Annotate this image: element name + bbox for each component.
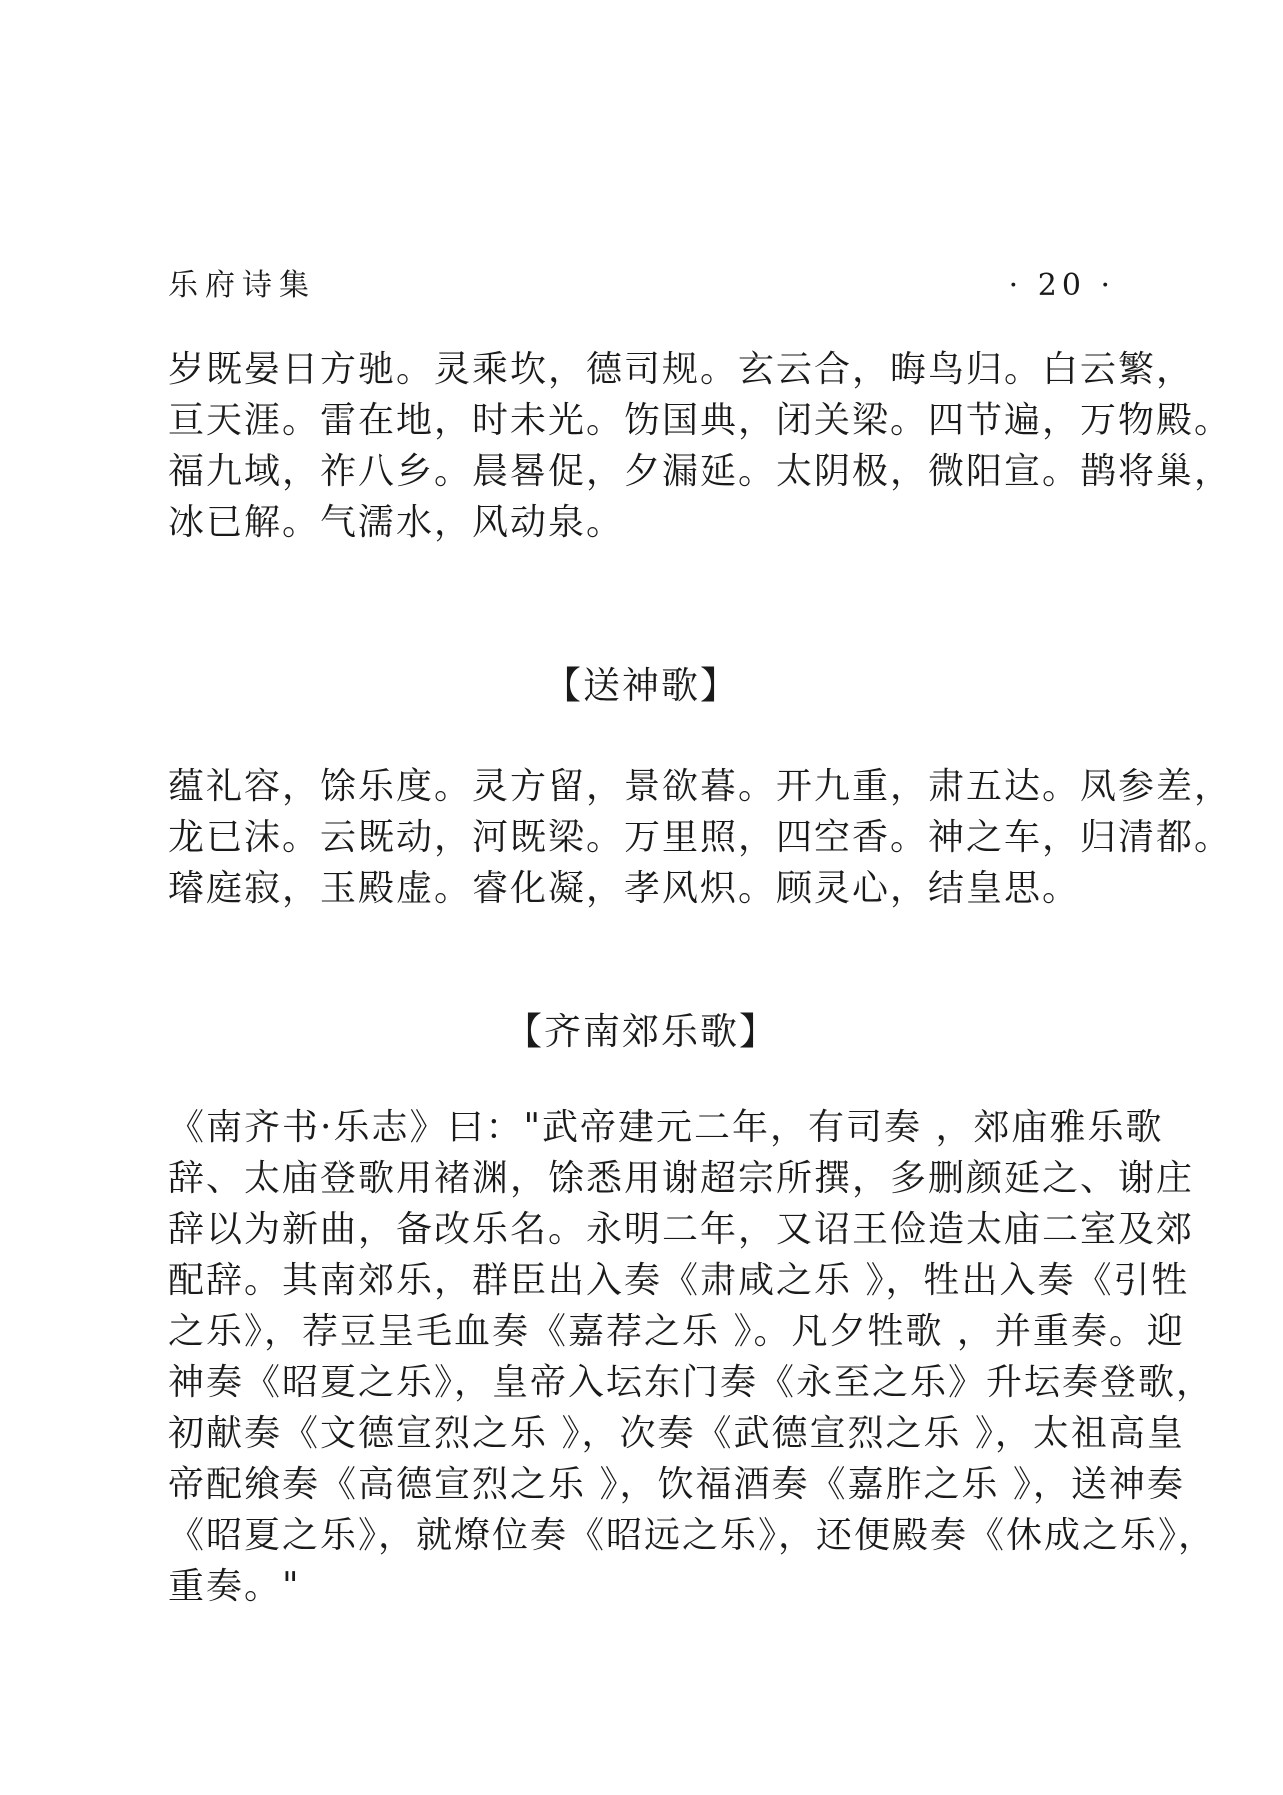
- section-heading-song-shen-ge: 【送神歌】: [544, 664, 739, 707]
- prose-paragraph: [168, 1102, 1217, 1612]
- text-line: 辞、太庙登歌用褚渊，馀悉用谢超宗所撰，多删颜延之、谢庄: [168, 1158, 1195, 1199]
- text-line: 冰已解。气濡水，风动泉。: [168, 502, 625, 543]
- text-line: 岁既晏日方驰。灵乘坎，德司规。玄云合，晦鸟归。白云繁，: [168, 349, 1195, 390]
- text-line: 初献奏《文德宣烈之乐 》，次奏《武德宣烈之乐 》，太祖高皇: [168, 1413, 1185, 1454]
- text-line: 辞以为新曲，备改乐名。永明二年，又诏王俭造太庙二室及郊: [168, 1209, 1195, 1250]
- book-title: 乐府诗集: [168, 268, 316, 303]
- text-line: 福九域，祚八乡。晨晷促，夕漏延。太阴极，微阳宣。鹊将巢，: [168, 451, 1233, 492]
- text-line: 帝配飨奏《高德宣烈之乐 》，饮福酒奏《嘉胙之乐 》，送神奏: [168, 1464, 1185, 1505]
- text-line: 《南齐书·乐志》曰："武帝建元二年，有司奏 ，郊庙雅乐歌: [168, 1107, 1164, 1148]
- page-number: · 20 ·: [1008, 268, 1115, 303]
- text-line: 龙已沫。云既动，河既梁。万里照，四空香。神之车，归清都。: [168, 817, 1233, 858]
- text-line: 璿庭寂，玉殿虚。睿化凝，孝风炽。顾灵心，结皇思。: [168, 868, 1081, 909]
- section-heading-qi-nan-jiao-yue-ge: 【齐南郊乐歌】: [505, 1010, 778, 1053]
- verse-paragraph-1: [168, 344, 1233, 548]
- text-line: 《昭夏之乐》，就燎位奏《昭远之乐》，还便殿奏《休成之乐》，: [168, 1515, 1217, 1556]
- verse-paragraph-2: [168, 761, 1233, 914]
- text-line: 之乐》，荐豆呈毛血奏《嘉荐之乐 》。凡夕牲歌 ，并重奏。迎: [168, 1311, 1185, 1352]
- page-header: [168, 265, 1115, 307]
- text-line: 配辞。其南郊乐，群臣出入奏《肃咸之乐 》，牲出入奏《引牲: [168, 1260, 1190, 1301]
- text-line: 重奏。": [168, 1566, 301, 1607]
- text-line: 亘天涯。雷在地，时未光。饬国典，闭关梁。四节遍，万物殿。: [168, 400, 1233, 441]
- text-line: 蕴礼容，馀乐度。灵方留，景欲暮。开九重，肃五达。凤参差，: [168, 766, 1233, 807]
- text-line: 神奏《昭夏之乐》，皇帝入坛东门奏《永至之乐》升坛奏登歌，: [168, 1362, 1215, 1403]
